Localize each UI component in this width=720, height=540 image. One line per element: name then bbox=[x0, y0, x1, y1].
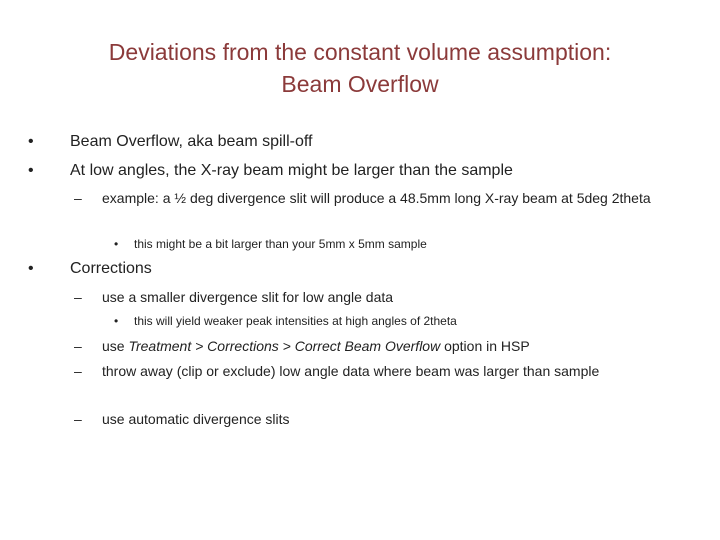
menu-path-text: Treatment > Corrections > Correct Beam Overflow bbox=[128, 338, 441, 354]
dash-marker: – bbox=[74, 289, 82, 305]
bullet-marker: • bbox=[28, 162, 34, 179]
slide-title bbox=[40, 36, 680, 100]
bullet-corrections bbox=[28, 258, 680, 280]
bullet-marker: • bbox=[28, 260, 34, 277]
bullet-low-angles bbox=[28, 160, 680, 182]
bullet-marker: • bbox=[28, 133, 34, 150]
sub-bullet-text: throw away (clip or exclude) low angle data where beam was larger than sample bbox=[102, 363, 600, 379]
bullet-text: Corrections bbox=[70, 260, 152, 277]
sub-bullet-hsp-option bbox=[74, 337, 672, 356]
sub-sub-bullet-text: this will yield weaker peak intensities at high angles of 2theta bbox=[134, 314, 457, 328]
dash-marker: – bbox=[74, 411, 82, 427]
sub-bullet-text-suffix: option in HSP bbox=[440, 338, 530, 354]
bullet-text: At low angles, the X-ray beam might be larger than the sample bbox=[70, 162, 513, 179]
dash-marker: – bbox=[74, 190, 82, 206]
sub-bullet-smaller-slit bbox=[74, 288, 672, 307]
dash-marker: – bbox=[74, 338, 82, 354]
sub-bullet-clip-data bbox=[74, 362, 672, 381]
slide-title-line-1: Deviations from the constant volume assumption: bbox=[108, 39, 612, 65]
bullet-text: Beam Overflow, aka beam spill-off bbox=[70, 133, 313, 150]
slide-title-line-2: Beam Overflow bbox=[281, 71, 439, 97]
bullet-beam-overflow bbox=[28, 131, 680, 153]
sub-bullet-automatic-slits bbox=[74, 410, 672, 429]
sub-bullet-text-prefix: use bbox=[102, 338, 129, 354]
bullet-marker: • bbox=[114, 237, 119, 251]
dash-marker: – bbox=[74, 363, 82, 379]
sub-sub-bullet-text: this might be a bit larger than your 5mm x 5mm sample bbox=[134, 237, 427, 251]
sub-bullet-example bbox=[74, 189, 672, 208]
sub-bullet-text: use a smaller divergence slit for low angle data bbox=[102, 289, 394, 305]
sub-sub-bullet-weaker-peaks bbox=[114, 313, 674, 329]
bullet-marker: • bbox=[114, 314, 119, 328]
sub-bullet-text: example: a ½ deg divergence slit will produce a 48.5mm long X-ray beam at 5deg 2theta bbox=[102, 190, 651, 206]
sub-sub-bullet-sample-size bbox=[114, 236, 674, 252]
sub-bullet-text: use automatic divergence slits bbox=[102, 411, 290, 427]
